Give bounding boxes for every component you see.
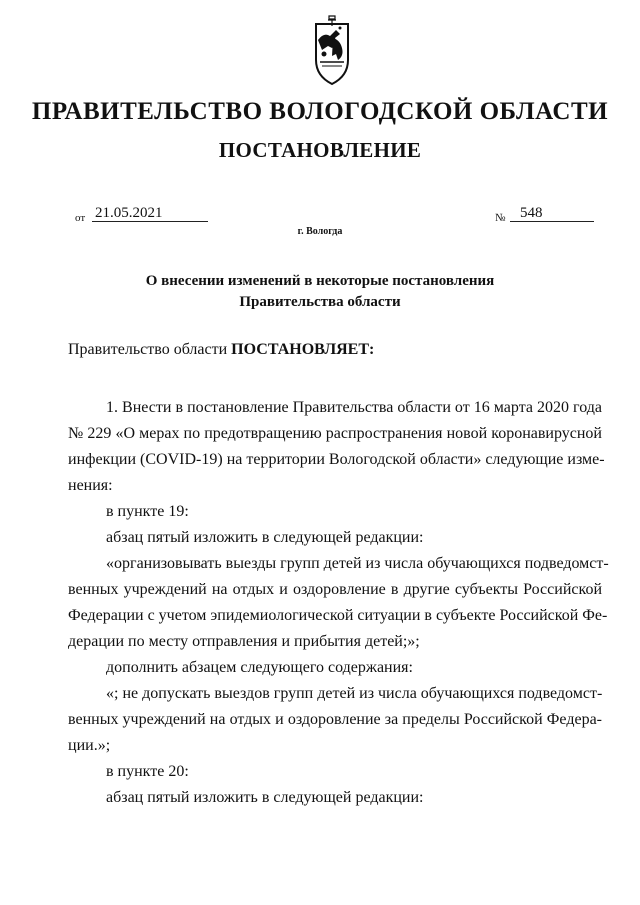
body-line: «; не допускать выездов групп детей из числа обучающихся подведомст- [106,685,603,702]
subject-line: О внесении изменений в некоторые постановления [145,273,495,289]
city-label: г. Вологда [297,226,343,237]
number-label: № [495,212,506,224]
government-title: ПРАВИТЕЛЬСТВО ВОЛОГОДСКОЙ ОБЛАСТИ [31,98,609,125]
document-type: ПОСТАНОВЛЕНИЕ [218,138,422,162]
document-subject [0,271,640,313]
body-line: 1. Внести в постановление Правительства области от 16 марта 2020 года [106,399,602,416]
body-line: абзац пятый изложить в следующей редакции: [106,529,424,546]
document-body [68,395,609,811]
body-line: в пункте 19: [106,503,189,520]
number-field [510,205,594,222]
date-field [92,205,208,222]
body-line: Федерации с учетом эпидемиологической ситуации в субъекте Российской Фе- [68,607,608,624]
number-value: 548 [520,205,543,221]
body-line: дополнить абзацем следующего содержания: [106,659,413,676]
date-value: 21.05.2021 [95,205,163,221]
body-line: № 229 «О мерах по предотвращению распространения новой коронавирусной [68,425,602,442]
body-line: нения: [68,477,113,494]
intro-paragraph [68,341,374,359]
body-line: абзац пятый изложить в следующей редакции: [106,789,424,806]
body-line: в пункте 20: [106,763,189,780]
subject-line: Правительства области [239,294,401,310]
date-label: от [75,212,86,224]
intro-verb: ПОСТАНОВЛЯЕТ: [231,341,375,358]
intro-text: Правительство области [68,341,232,358]
body-line: венных учреждений на отдых и оздоровление в другие субъекты Российской [68,581,602,598]
body-line: дерации по месту отправления и прибытия детей;»; [68,633,420,650]
body-line: инфекции (COVID-19) на территории Вологодской области» следующие изме- [68,451,605,468]
body-line: венных учреждений на отдых и оздоровление за пределы Российской Федера- [68,711,602,728]
body-line: «организовывать выезды групп детей из числа обучающихся подведомст- [106,555,609,572]
body-line: ции.»; [68,737,111,754]
coat-of-arms-icon [302,10,362,88]
